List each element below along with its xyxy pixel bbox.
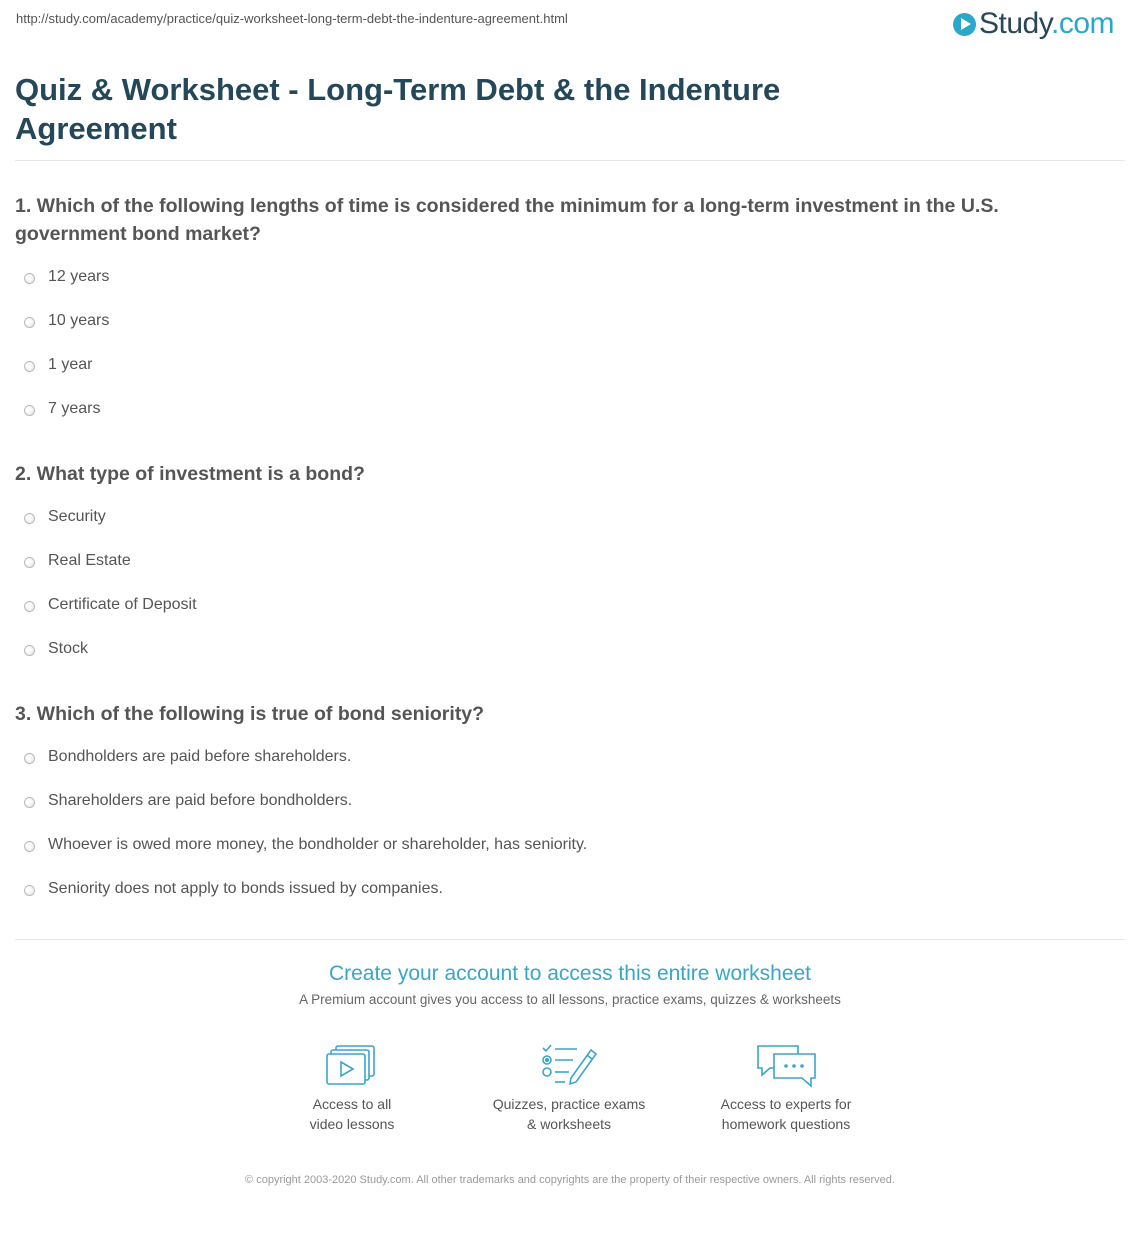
radio-button-icon[interactable] xyxy=(24,601,35,612)
radio-button-icon[interactable] xyxy=(24,361,35,372)
feature-line: & worksheets xyxy=(526,1116,612,1132)
quiz-checklist-icon xyxy=(541,1044,597,1086)
logo-wordmark: Study.com xyxy=(978,7,1114,40)
answer-option[interactable] xyxy=(15,592,1115,636)
answer-option[interactable] xyxy=(15,308,1115,352)
premium-description: A Premium account gives you access to all lessons, practice exams, quizzes & worksheets xyxy=(299,992,841,1007)
answer-option[interactable] xyxy=(15,832,1115,876)
answer-label: Whoever is owed more money, the bondholder or shareholder, has seniority. xyxy=(48,836,588,853)
answer-label: Real Estate xyxy=(48,552,131,569)
answer-option[interactable] xyxy=(15,504,1115,548)
page-url: http://study.com/academy/practice/quiz-worksheet-long-term-debt-the-indenture-agreement.html xyxy=(16,11,568,26)
copyright-notice: © copyright 2003-2020 Study.com. All other trademarks and copyrights are the property of their respective owners. All rights reserved. xyxy=(245,1174,895,1186)
radio-button-icon[interactable] xyxy=(24,797,35,808)
feature-line: Quizzes, practice exams xyxy=(492,1096,646,1112)
feature-line: homework questions xyxy=(721,1116,851,1132)
answer-option[interactable] xyxy=(15,264,1115,308)
question-text: 3. Which of the following is true of bond seniority? xyxy=(15,703,485,725)
answer-option[interactable] xyxy=(15,876,1115,920)
answer-label: 7 years xyxy=(48,400,101,417)
answer-option[interactable] xyxy=(15,352,1115,396)
feature-quizzes xyxy=(469,1044,669,1134)
answer-option[interactable] xyxy=(15,548,1115,592)
answer-label: Certificate of Deposit xyxy=(48,596,197,613)
question-text: 2. What type of investment is a bond? xyxy=(15,463,365,485)
answer-label: 10 years xyxy=(48,312,110,329)
radio-button-icon[interactable] xyxy=(24,841,35,852)
question-1 xyxy=(15,192,1115,440)
video-lessons-icon xyxy=(326,1044,378,1086)
answer-label: Shareholders are paid before bondholders. xyxy=(48,792,353,809)
study-logo[interactable] xyxy=(953,8,1114,40)
feature-experts xyxy=(686,1044,886,1134)
title-divider xyxy=(15,160,1125,161)
radio-button-icon[interactable] xyxy=(24,753,35,764)
answer-label: Seniority does not apply to bonds issued by companies. xyxy=(48,880,443,897)
answer-label: Security xyxy=(48,508,106,525)
answer-label: Bondholders are paid before shareholders. xyxy=(48,748,352,765)
feature-line: Access to all xyxy=(312,1096,392,1112)
question-2 xyxy=(15,460,1115,680)
play-logo-icon xyxy=(953,13,976,36)
question-3 xyxy=(15,700,1115,920)
cta-divider xyxy=(15,939,1125,940)
radio-button-icon[interactable] xyxy=(24,405,35,416)
answer-option[interactable] xyxy=(15,396,1115,440)
radio-button-icon[interactable] xyxy=(24,317,35,328)
answer-option[interactable] xyxy=(15,744,1115,788)
question-text: 1. Which of the following lengths of time is considered the minimum for a long-term investment in the U.S. government bond market? xyxy=(15,195,999,245)
page-title: Quiz & Worksheet - Long-Term Debt & the Indenture Agreement xyxy=(15,72,781,146)
radio-button-icon[interactable] xyxy=(24,273,35,284)
answer-label: 1 year xyxy=(48,356,93,373)
answer-option[interactable] xyxy=(15,636,1115,680)
feature-line: Access to experts for xyxy=(720,1096,852,1112)
radio-button-icon[interactable] xyxy=(24,645,35,656)
answer-option[interactable] xyxy=(15,788,1115,832)
create-account-link[interactable]: Create your account to access this entire worksheet xyxy=(328,962,812,985)
feature-line: video lessons xyxy=(309,1116,395,1132)
radio-button-icon[interactable] xyxy=(24,557,35,568)
answer-label: Stock xyxy=(48,640,89,657)
chat-bubbles-icon xyxy=(754,1044,818,1090)
feature-video-lessons xyxy=(252,1044,452,1134)
radio-button-icon[interactable] xyxy=(24,885,35,896)
answer-label: 12 years xyxy=(48,268,110,285)
radio-button-icon[interactable] xyxy=(24,513,35,524)
